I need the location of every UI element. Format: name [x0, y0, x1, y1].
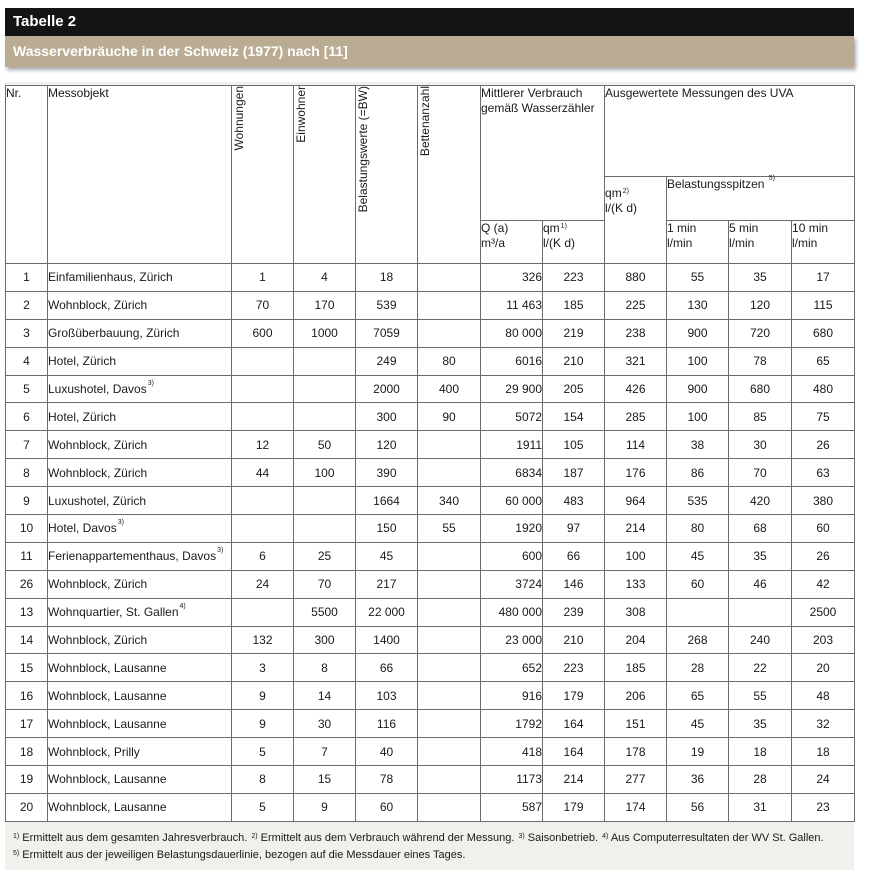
table-title: Tabelle 2: [5, 8, 854, 36]
header-mittlerer-verbrauch: Mittlerer Verbrauch gemäß Wasserzähler: [481, 86, 605, 221]
cell-qm2: 321: [605, 347, 667, 375]
table-row: [6, 738, 855, 766]
cell-5min: 28: [729, 766, 792, 794]
cell-10min: 380: [792, 487, 855, 515]
cell-qm2: 100: [605, 542, 667, 570]
footnotes-line-2: [12, 847, 852, 864]
table-row: [6, 319, 855, 347]
cell-10min: 24: [792, 766, 855, 794]
cell-bettenanzahl: 340: [418, 487, 481, 515]
cell-1min: 56: [667, 793, 729, 821]
cell-wohnungen: 3: [232, 654, 294, 682]
cell-belastungswerte: 45: [356, 542, 418, 570]
header-belastungswerte: Belastungswerte (=BW): [356, 86, 418, 264]
cell-nr: 17: [6, 710, 48, 738]
cell-messobjekt: Großüberbauung, Zürich: [48, 319, 232, 347]
cell-wohnungen: 9: [232, 710, 294, 738]
cell-1min: 28: [667, 654, 729, 682]
cell-bettenanzahl: 90: [418, 403, 481, 431]
cell-bettenanzahl: [418, 626, 481, 654]
cell-belastungswerte: 66: [356, 654, 418, 682]
cell-bettenanzahl: [418, 570, 481, 598]
table-row: [6, 542, 855, 570]
cell-1min: 86: [667, 459, 729, 487]
cell-qm2: 285: [605, 403, 667, 431]
cell-einwohner: 8: [294, 654, 356, 682]
cell-einwohner: 70: [294, 570, 356, 598]
cell-1min: 38: [667, 431, 729, 459]
cell-einwohner: 1000: [294, 319, 356, 347]
cell-1min: 100: [667, 403, 729, 431]
cell-messobjekt: Wohnblock, Lausanne: [48, 682, 232, 710]
cell-belastungswerte: 18: [356, 264, 418, 292]
cell-qm1: 185: [543, 291, 605, 319]
cell-messobjekt: Wohnblock, Lausanne: [48, 710, 232, 738]
cell-qm1: 223: [543, 264, 605, 292]
cell-belastungswerte: 217: [356, 570, 418, 598]
cell-messobjekt: Hotel, Zürich: [48, 347, 232, 375]
cell-q: 480 000: [481, 598, 543, 626]
footnote-text: Ermittelt aus der jeweiligen Belastungsdauerlinie, bezogen auf die Messdauer eines Tages.: [22, 849, 466, 861]
cell-1min: 36: [667, 766, 729, 794]
cell-10min: 60: [792, 515, 855, 543]
cell-einwohner: [294, 403, 356, 431]
cell-1min: 900: [667, 375, 729, 403]
cell-q: 6834: [481, 459, 543, 487]
cell-10min: 26: [792, 542, 855, 570]
footnote-marker: 3): [217, 547, 224, 555]
table-row: [6, 291, 855, 319]
cell-q: 3724: [481, 570, 543, 598]
cell-belastungswerte: 1400: [356, 626, 418, 654]
cell-q: 5072: [481, 403, 543, 431]
cell-q: 600: [481, 542, 543, 570]
cell-10min: 42: [792, 570, 855, 598]
cell-nr: 2: [6, 291, 48, 319]
header-einwohner: Einwohner: [294, 86, 356, 264]
cell-5min: 30: [729, 431, 792, 459]
cell-belastungswerte: 7059: [356, 319, 418, 347]
cell-10min: 20: [792, 654, 855, 682]
cell-wohnungen: 70: [232, 291, 294, 319]
footnote-text: Ermittelt aus dem Verbrauch während der Messung.: [260, 832, 515, 844]
table-row: [6, 347, 855, 375]
cell-5min: 35: [729, 542, 792, 570]
cell-nr: 7: [6, 431, 48, 459]
cell-qm1: 483: [543, 487, 605, 515]
cell-qm2: 133: [605, 570, 667, 598]
cell-qm2: 214: [605, 515, 667, 543]
cell-messobjekt: Wohnblock, Zürich: [48, 291, 232, 319]
cell-einwohner: [294, 375, 356, 403]
cell-messobjekt: Wohnblock, Lausanne: [48, 766, 232, 794]
cell-qm1: 154: [543, 403, 605, 431]
cell-einwohner: 5500: [294, 598, 356, 626]
cell-belastungswerte: 2000: [356, 375, 418, 403]
table-row: [6, 682, 855, 710]
cell-qm1: 210: [543, 626, 605, 654]
footnotes-line-1: [12, 830, 852, 847]
cell-wohnungen: [232, 598, 294, 626]
cell-nr: 9: [6, 487, 48, 515]
cell-q: 587: [481, 793, 543, 821]
cell-messobjekt: Wohnblock, Lausanne: [48, 793, 232, 821]
header-qm2: $qm^{2)}$ l/(K d): [605, 177, 667, 264]
cell-qm1: 223: [543, 654, 605, 682]
cell-messobjekt: Wohnblock, Zürich: [48, 431, 232, 459]
cell-qm1: 97: [543, 515, 605, 543]
header-wohnungen: Wohnungen: [232, 86, 294, 264]
cell-einwohner: 15: [294, 766, 356, 794]
footnotes: [12, 830, 852, 864]
cell-1min: 45: [667, 710, 729, 738]
cell-wohnungen: 12: [232, 431, 294, 459]
header-10min: 10 min l/min: [792, 221, 855, 264]
cell-nr: 19: [6, 766, 48, 794]
table-subtitle: Wasserverbräuche in der Schweiz (1977) nach [11]: [5, 36, 854, 67]
cell-wohnungen: [232, 515, 294, 543]
cell-q: 418: [481, 738, 543, 766]
cell-5min: 78: [729, 347, 792, 375]
cell-5min: 18: [729, 738, 792, 766]
cell-einwohner: 50: [294, 431, 356, 459]
cell-5min: 22: [729, 654, 792, 682]
cell-bettenanzahl: [418, 291, 481, 319]
cell-wohnungen: 1: [232, 264, 294, 292]
cell-qm2: 206: [605, 682, 667, 710]
cell-messobjekt: Hotel, Davos$^{3)}$: [48, 515, 232, 543]
cell-10min: 203: [792, 626, 855, 654]
footnote-text: Ermittelt aus dem gesamten Jahresverbrauch.: [22, 832, 248, 844]
cell-q: 23 000: [481, 626, 543, 654]
header-qm1: $qm^{1)}$ l/(K d): [543, 221, 605, 264]
cell-1min: 60: [667, 570, 729, 598]
cell-qm2: 151: [605, 710, 667, 738]
cell-wohnungen: [232, 375, 294, 403]
cell-qm1: 219: [543, 319, 605, 347]
cell-bettenanzahl: 80: [418, 347, 481, 375]
cell-5min: 240: [729, 626, 792, 654]
footnote-marker: 1): [13, 833, 20, 840]
cell-bettenanzahl: 55: [418, 515, 481, 543]
water-consumption-table: [5, 85, 855, 822]
cell-qm1: 205: [543, 375, 605, 403]
cell-nr: 13: [6, 598, 48, 626]
cell-5min: [729, 598, 792, 626]
header-messobjekt: Messobjekt: [48, 86, 232, 264]
cell-einwohner: 9: [294, 793, 356, 821]
cell-q: 652: [481, 654, 543, 682]
cell-einwohner: [294, 487, 356, 515]
cell-qm1: 105: [543, 431, 605, 459]
table-row: [6, 793, 855, 821]
cell-wohnungen: 44: [232, 459, 294, 487]
cell-einwohner: 30: [294, 710, 356, 738]
cell-belastungswerte: 22 000: [356, 598, 418, 626]
cell-1min: 65: [667, 682, 729, 710]
cell-qm1: 179: [543, 793, 605, 821]
cell-5min: 31: [729, 793, 792, 821]
header-belastungsspitzen: Belastungsspitzen $^{5)}$: [667, 177, 855, 221]
footnote-marker: 4): [602, 833, 609, 840]
cell-qm2: 426: [605, 375, 667, 403]
cell-5min: 35: [729, 264, 792, 292]
cell-qm2: 277: [605, 766, 667, 794]
footnote-marker: 3): [518, 833, 525, 840]
cell-messobjekt: Wohnblock, Zürich: [48, 570, 232, 598]
cell-q: 1920: [481, 515, 543, 543]
cell-messobjekt: Hotel, Zürich: [48, 403, 232, 431]
cell-belastungswerte: 300: [356, 403, 418, 431]
cell-bettenanzahl: [418, 654, 481, 682]
cell-qm1: 164: [543, 710, 605, 738]
cell-1min: [667, 598, 729, 626]
cell-5min: 120: [729, 291, 792, 319]
cell-bettenanzahl: [418, 710, 481, 738]
cell-qm2: 176: [605, 459, 667, 487]
cell-belastungswerte: 539: [356, 291, 418, 319]
cell-5min: 720: [729, 319, 792, 347]
cell-wohnungen: 132: [232, 626, 294, 654]
cell-bettenanzahl: [418, 264, 481, 292]
header-5min: 5 min l/min: [729, 221, 792, 264]
cell-nr: 3: [6, 319, 48, 347]
cell-belastungswerte: 116: [356, 710, 418, 738]
cell-messobjekt: Wohnquartier, St. Gallen$^{4)}$: [48, 598, 232, 626]
cell-nr: 8: [6, 459, 48, 487]
cell-bettenanzahl: [418, 431, 481, 459]
cell-bettenanzahl: [418, 766, 481, 794]
cell-nr: 1: [6, 264, 48, 292]
footnote-text: Saisonbetrieb.: [527, 832, 599, 844]
cell-5min: 55: [729, 682, 792, 710]
cell-messobjekt: Ferienappartementhaus, Davos$^{3)}$: [48, 542, 232, 570]
cell-10min: 480: [792, 375, 855, 403]
cell-10min: 63: [792, 459, 855, 487]
cell-10min: 2500: [792, 598, 855, 626]
cell-wohnungen: 5: [232, 738, 294, 766]
cell-messobjekt: Wohnblock, Zürich: [48, 459, 232, 487]
cell-q: 1792: [481, 710, 543, 738]
cell-bettenanzahl: [418, 793, 481, 821]
footnote-marker: 3): [117, 519, 124, 527]
cell-messobjekt: Wohnblock, Lausanne: [48, 654, 232, 682]
cell-nr: 11: [6, 542, 48, 570]
table-row: [6, 515, 855, 543]
cell-q: 60 000: [481, 487, 543, 515]
cell-belastungswerte: 1664: [356, 487, 418, 515]
cell-10min: 32: [792, 710, 855, 738]
cell-qm1: 164: [543, 738, 605, 766]
cell-messobjekt: Wohnblock, Prilly: [48, 738, 232, 766]
footnote-text: Aus Computerresultaten der WV St. Gallen.: [610, 832, 824, 844]
cell-qm2: 185: [605, 654, 667, 682]
cell-5min: 680: [729, 375, 792, 403]
cell-wohnungen: 600: [232, 319, 294, 347]
cell-nr: 14: [6, 626, 48, 654]
cell-1min: 130: [667, 291, 729, 319]
cell-q: 1173: [481, 766, 543, 794]
cell-bettenanzahl: [418, 738, 481, 766]
cell-belastungswerte: 78: [356, 766, 418, 794]
cell-1min: 268: [667, 626, 729, 654]
cell-einwohner: 170: [294, 291, 356, 319]
table-row: [6, 654, 855, 682]
cell-belastungswerte: 60: [356, 793, 418, 821]
cell-5min: 70: [729, 459, 792, 487]
cell-einwohner: 14: [294, 682, 356, 710]
cell-5min: 68: [729, 515, 792, 543]
table-row: [6, 766, 855, 794]
cell-nr: 10: [6, 515, 48, 543]
cell-belastungswerte: 150: [356, 515, 418, 543]
cell-messobjekt: Luxushotel, Zürich: [48, 487, 232, 515]
cell-wohnungen: [232, 403, 294, 431]
cell-bettenanzahl: [418, 682, 481, 710]
cell-1min: 55: [667, 264, 729, 292]
cell-einwohner: 100: [294, 459, 356, 487]
table-row: [6, 431, 855, 459]
cell-qm2: 174: [605, 793, 667, 821]
cell-10min: 48: [792, 682, 855, 710]
table-row: [6, 626, 855, 654]
cell-einwohner: 25: [294, 542, 356, 570]
cell-1min: 900: [667, 319, 729, 347]
cell-nr: 6: [6, 403, 48, 431]
cell-q: 916: [481, 682, 543, 710]
cell-einwohner: [294, 515, 356, 543]
cell-1min: 535: [667, 487, 729, 515]
cell-qm1: 146: [543, 570, 605, 598]
cell-bettenanzahl: [418, 319, 481, 347]
cell-10min: 18: [792, 738, 855, 766]
cell-wohnungen: 24: [232, 570, 294, 598]
cell-nr: 16: [6, 682, 48, 710]
cell-10min: 26: [792, 431, 855, 459]
table-row: [6, 598, 855, 626]
cell-bettenanzahl: [418, 542, 481, 570]
table-row: [6, 487, 855, 515]
cell-qm2: 308: [605, 598, 667, 626]
cell-messobjekt: Einfamilienhaus, Zürich: [48, 264, 232, 292]
header-q: Q (a) m³/a: [481, 221, 543, 264]
table-row: [6, 459, 855, 487]
table-body: [6, 264, 855, 822]
cell-einwohner: 7: [294, 738, 356, 766]
cell-nr: 20: [6, 793, 48, 821]
cell-5min: 35: [729, 710, 792, 738]
header-uva-messungen: Ausgewertete Messungen des UVA: [605, 86, 855, 177]
cell-1min: 19: [667, 738, 729, 766]
cell-1min: 100: [667, 347, 729, 375]
cell-belastungswerte: 120: [356, 431, 418, 459]
cell-messobjekt: Wohnblock, Zürich: [48, 626, 232, 654]
cell-nr: 26: [6, 570, 48, 598]
cell-10min: 23: [792, 793, 855, 821]
table-row: [6, 264, 855, 292]
cell-nr: 5: [6, 375, 48, 403]
cell-10min: 680: [792, 319, 855, 347]
cell-10min: 75: [792, 403, 855, 431]
cell-qm2: 964: [605, 487, 667, 515]
cell-q: 29 900: [481, 375, 543, 403]
cell-nr: 15: [6, 654, 48, 682]
cell-1min: 80: [667, 515, 729, 543]
cell-belastungswerte: 40: [356, 738, 418, 766]
cell-q: 326: [481, 264, 543, 292]
table-row: [6, 375, 855, 403]
cell-wohnungen: 8: [232, 766, 294, 794]
cell-qm2: 880: [605, 264, 667, 292]
cell-5min: 420: [729, 487, 792, 515]
cell-qm2: 204: [605, 626, 667, 654]
cell-nr: 18: [6, 738, 48, 766]
cell-belastungswerte: 249: [356, 347, 418, 375]
cell-q: 1911: [481, 431, 543, 459]
table-row: [6, 570, 855, 598]
cell-10min: 17: [792, 264, 855, 292]
footnote-marker: 5): [13, 850, 20, 857]
cell-10min: 65: [792, 347, 855, 375]
cell-5min: 46: [729, 570, 792, 598]
cell-10min: 115: [792, 291, 855, 319]
cell-qm1: 210: [543, 347, 605, 375]
footnote-marker: 4): [179, 603, 186, 611]
cell-einwohner: [294, 347, 356, 375]
cell-q: 11 463: [481, 291, 543, 319]
footnote-marker: 3): [147, 380, 154, 387]
table-row: [6, 403, 855, 431]
cell-messobjekt: Luxushotel, Davos$^{3)}$: [48, 375, 232, 403]
header-nr: Nr.: [6, 86, 48, 264]
header-bettenanzahl: Bettenanzahl: [418, 86, 481, 264]
cell-qm1: 214: [543, 766, 605, 794]
header-1min: 1 min l/min: [667, 221, 729, 264]
cell-qm1: 179: [543, 682, 605, 710]
cell-bettenanzahl: [418, 598, 481, 626]
cell-qm2: 238: [605, 319, 667, 347]
cell-5min: 85: [729, 403, 792, 431]
cell-einwohner: 300: [294, 626, 356, 654]
footnote-marker: 2): [251, 833, 258, 840]
cell-wohnungen: 9: [232, 682, 294, 710]
cell-bettenanzahl: [418, 459, 481, 487]
cell-qm2: 225: [605, 291, 667, 319]
cell-wohnungen: [232, 347, 294, 375]
cell-1min: 45: [667, 542, 729, 570]
cell-wohnungen: 6: [232, 542, 294, 570]
cell-qm1: 66: [543, 542, 605, 570]
cell-bettenanzahl: 400: [418, 375, 481, 403]
cell-qm2: 178: [605, 738, 667, 766]
cell-wohnungen: [232, 487, 294, 515]
cell-qm1: 187: [543, 459, 605, 487]
cell-belastungswerte: 103: [356, 682, 418, 710]
cell-qm1: 239: [543, 598, 605, 626]
cell-q: 6016: [481, 347, 543, 375]
cell-wohnungen: 5: [232, 793, 294, 821]
cell-einwohner: 4: [294, 264, 356, 292]
cell-q: 80 000: [481, 319, 543, 347]
cell-belastungswerte: 390: [356, 459, 418, 487]
cell-qm2: 114: [605, 431, 667, 459]
cell-nr: 4: [6, 347, 48, 375]
table-row: [6, 710, 855, 738]
